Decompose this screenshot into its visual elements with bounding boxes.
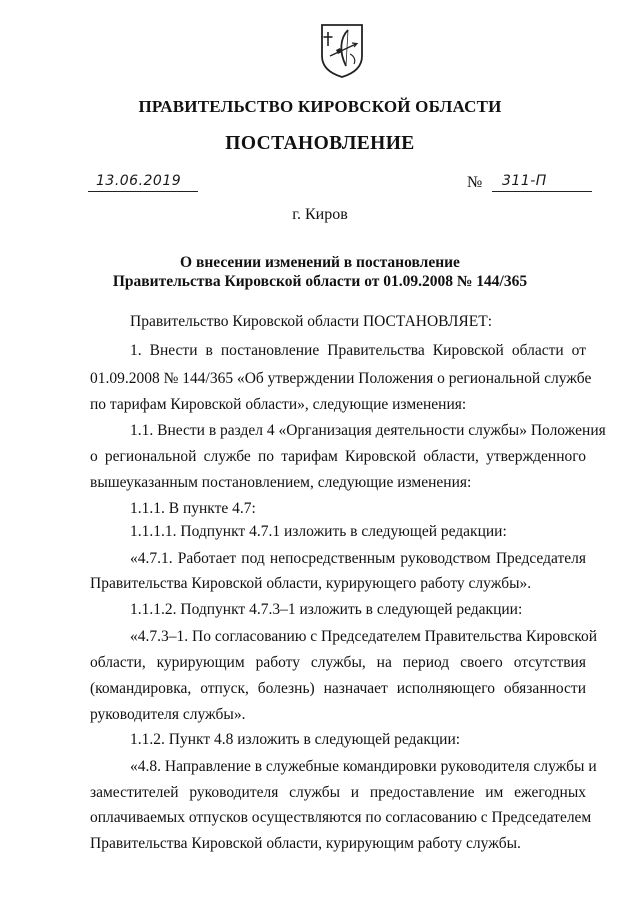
body-line: (командировка, отпуск, болезнь) назначает исполняющего обязанности — [90, 680, 586, 697]
number-field — [492, 174, 592, 192]
body-line: Правительство Кировской области ПОСТАНОВЛЯЕТ: — [130, 313, 493, 330]
subject-line-2: Правительства Кировской области от 01.09.2008 № 144/365 — [112, 273, 528, 290]
body-line: «4.7.1. Работает под непосредственным руководством Председателя — [130, 550, 586, 567]
handwritten-number: 311-П — [502, 173, 547, 189]
body-line: «4.8. Направление в служебные командировки руководителя службы и — [130, 758, 597, 775]
handwritten-date: 13.06.2019 — [96, 173, 182, 189]
organization-title: ПРАВИТЕЛЬСТВО КИРОВСКОЙ ОБЛАСТИ — [138, 97, 502, 116]
number-sign: № — [467, 174, 483, 191]
body-line: 1.1.1.2. Подпункт 4.7.3–1 изложить в следующей редакции: — [130, 601, 523, 618]
subject-line-1: О внесении изменений в постановление — [180, 254, 460, 271]
body-line: Правительства Кировской области, курирующим работу службы. — [90, 835, 521, 852]
body-line: области, курирующим работу службы, на период своего отсутствия — [90, 654, 586, 671]
body-line: Правительства Кировской области, курирующего работу службы». — [90, 575, 532, 592]
body-line: 1. Внести в постановление Правительства Кировской области от — [130, 342, 586, 359]
body-line: вышеуказанным постановлением, следующие изменения: — [90, 474, 472, 491]
body-line: 1.1.1. В пункте 4.7: — [130, 500, 256, 517]
subject-heading — [0, 253, 640, 291]
body-line: руководителя службы». — [90, 706, 246, 723]
body-line: 1.1.2. Пункт 4.8 изложить в следующей редакции: — [130, 731, 461, 748]
body-line: заместителей руководителя службы и предоставление им ежегодных — [90, 784, 586, 801]
body-line: по тарифам Кировской области», следующие изменения: — [90, 396, 467, 413]
body-line: 01.09.2008 № 144/365 «Об утверждении Положения о региональной службе — [90, 370, 592, 387]
document-type-heading: ПОСТАНОВЛЕНИЕ — [225, 133, 415, 154]
coat-of-arms-icon — [318, 22, 366, 78]
body-line: «4.7.3–1. По согласованию с Председателем Правительства Кировской — [130, 628, 598, 645]
city: г. Киров — [292, 206, 348, 223]
date-field — [88, 174, 198, 192]
body-line: 1.1.1.1. Подпункт 4.7.1 изложить в следующей редакции: — [130, 523, 507, 540]
body-line: оплачиваемых отпусков осуществляются по согласованию с Председателем — [90, 809, 592, 826]
body-line: 1.1. Внести в раздел 4 «Организация деятельности службы» Положения — [130, 422, 606, 439]
body-line: о региональной службе по тарифам Кировской области, утвержденного — [90, 448, 586, 465]
